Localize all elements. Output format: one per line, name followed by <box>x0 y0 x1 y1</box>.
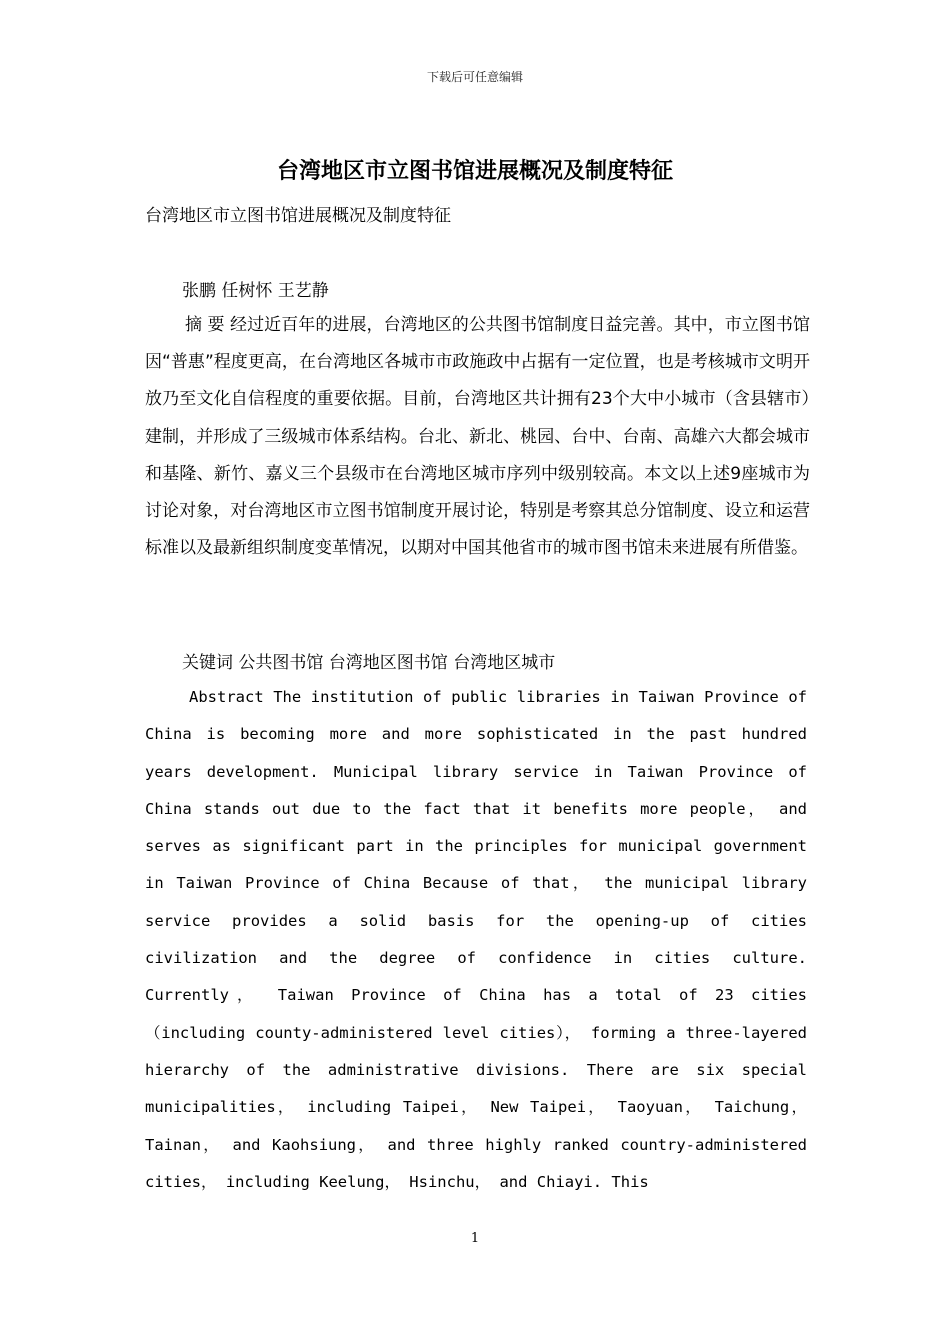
chinese-abstract: 摘 要 经过近百年的进展，台湾地区的公共图书馆制度日益完善。其中，市立图书馆因“普惠”程度更高，在台湾地区各城市市政施政中占据有一定位置，也是考核城市文明开放乃至文化自信程度的重要依据。目前，台湾地区共计拥有23个大中小城市（含县辖市）建制，并形成了三级城市体系结构。台北、新北、桃园、台中、台南、高雄六大都会城市和基隆、新竹、嘉义三个县级市在台湾地区城市序列中级别较高。本文以上述9座城市为讨论对象，对台湾地区市立图书馆制度开展讨论，特别是考察其总分馆制度、设立和运营标准以及最新组织制度变革情况，以期对中国其他省市的城市图书馆未来进展有所借鉴。 <box>145 315 810 559</box>
document-subtitle: 台湾地区市立图书馆进展概况及制度特征 <box>145 206 451 226</box>
page-header-note: 下载后可任意编辑 <box>426 70 523 84</box>
page-number: 1 <box>470 1231 480 1246</box>
author-list: 张鹏 任树怀 王艺静 <box>182 281 329 301</box>
document-title: 台湾地区市立图书馆进展概况及制度特征 <box>276 159 673 184</box>
keywords-line: 关键词 公共图书馆 台湾地区图书馆 台湾地区城市 <box>182 653 556 673</box>
english-abstract: Abstract The institution of public libraries in Taiwan Province of China is becoming more and more sophisticated in the past hundred years development. Municipal library service in Taiwan Province of China stands out due to the fact that it benefits more people， and serves as significant part in the principles for municipal government in Taiwan Province of China Because of that， the municipal library service provides a solid basis for the opening-up of cities civilization and the degree of confidence in cities culture. Currently， Taiwan Province of China has a total of 23 cities （including county-administered level cities）， forming a three-layered hierarchy of the administrative divisions. There are six special municipalities， including Taipei， New Taipei， Taoyuan， Taichung， Tainan， and Kaohsiung， and three highly ranked country-administered cities， including Keelung， Hsinchu， and Chiayi. This <box>145 688 807 1191</box>
